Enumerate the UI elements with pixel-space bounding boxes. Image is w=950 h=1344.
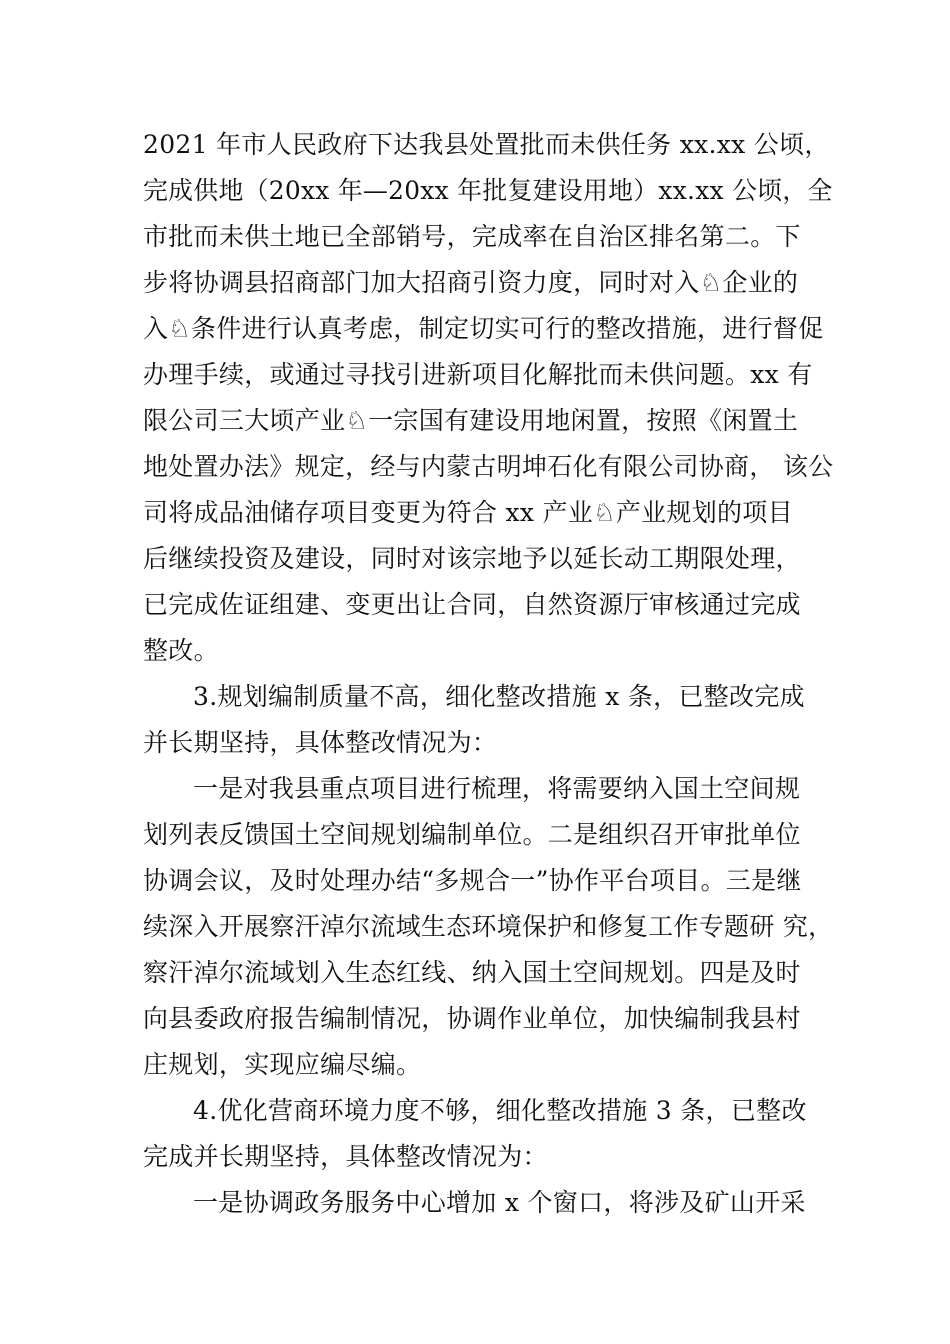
body-text bbox=[143, 122, 833, 1226]
text-line: 办理手续，或通过寻找引进新项目化解批而未供问题。xx 有 bbox=[143, 360, 813, 389]
text-line: 已完成佐证组建、变更出让合同，自然资源厅审核通过完成 bbox=[143, 590, 801, 619]
text-line: 一是对我县重点项目进行梳理，将需要纳入国土空间规 bbox=[193, 774, 801, 803]
text-line: 并长期坚持，具体整改情况为： bbox=[143, 728, 498, 757]
text-line: 后继续投资及建设，同时对该宗地予以延长动工期限处理， bbox=[143, 544, 801, 573]
text-line: 向县委政府报告编制情况，协调作业单位，加快编制我县村 bbox=[143, 1004, 801, 1033]
text-line: 完成供地（20xx 年—20xx 年批复建设用地）xx.xx 公顷，全 bbox=[143, 176, 833, 205]
text-line: 续深入开展察汗淖尔流域生态环境保护和修复工作专题研 究， bbox=[143, 912, 834, 941]
text-line: 地处置办法》规定，经与内蒙古明坤石化有限公司协商， 该公 bbox=[143, 452, 834, 481]
text-line: 察汗淖尔流域划入生态红线、纳入国土空间规划。四是及时 bbox=[143, 958, 801, 987]
text-line: 一是协调政务服务中心增加 x 个窗口，将涉及矿山开采 bbox=[193, 1188, 806, 1217]
text-line: 完成并长期坚持，具体整改情况为： bbox=[143, 1142, 548, 1171]
text-line: 2021 年市人民政府下达我县处置批而未供任务 xx.xx 公顷， bbox=[143, 130, 830, 159]
text-line: 步将协调县招商部门加大招商引资力度，同时对入♘企业的 bbox=[143, 268, 799, 297]
text-line: 入♘条件进行认真考虑，制定切实可行的整改措施，进行督促 bbox=[143, 314, 824, 343]
text-line: 协调会议，及时处理办结“多规合一”协作平台项目。三是继 bbox=[143, 866, 802, 895]
text-line: 庄规划，实现应编尽编。 bbox=[143, 1050, 422, 1079]
text-line: 划列表反馈国土空间规划编制单位。二是组织召开审批单位 bbox=[143, 820, 801, 849]
text-line: 4.优化营商环境力度不够，细化整改措施 3 条，已整改 bbox=[193, 1096, 807, 1125]
text-line: 司将成品油储存项目变更为符合 xx 产业♘产业规划的项目 bbox=[143, 498, 793, 527]
text-line: 限公司三大顷产业♘一宗国有建设用地闲置，按照《闲置土 bbox=[143, 406, 799, 435]
text-line: 市批而未供土地已全部销号，完成率在自治区排名第二。下 bbox=[143, 222, 801, 251]
text-line: 3.规划编制质量不高，细化整改措施 x 条，已整改完成 bbox=[193, 682, 805, 711]
text-line: 整改。 bbox=[143, 636, 219, 665]
